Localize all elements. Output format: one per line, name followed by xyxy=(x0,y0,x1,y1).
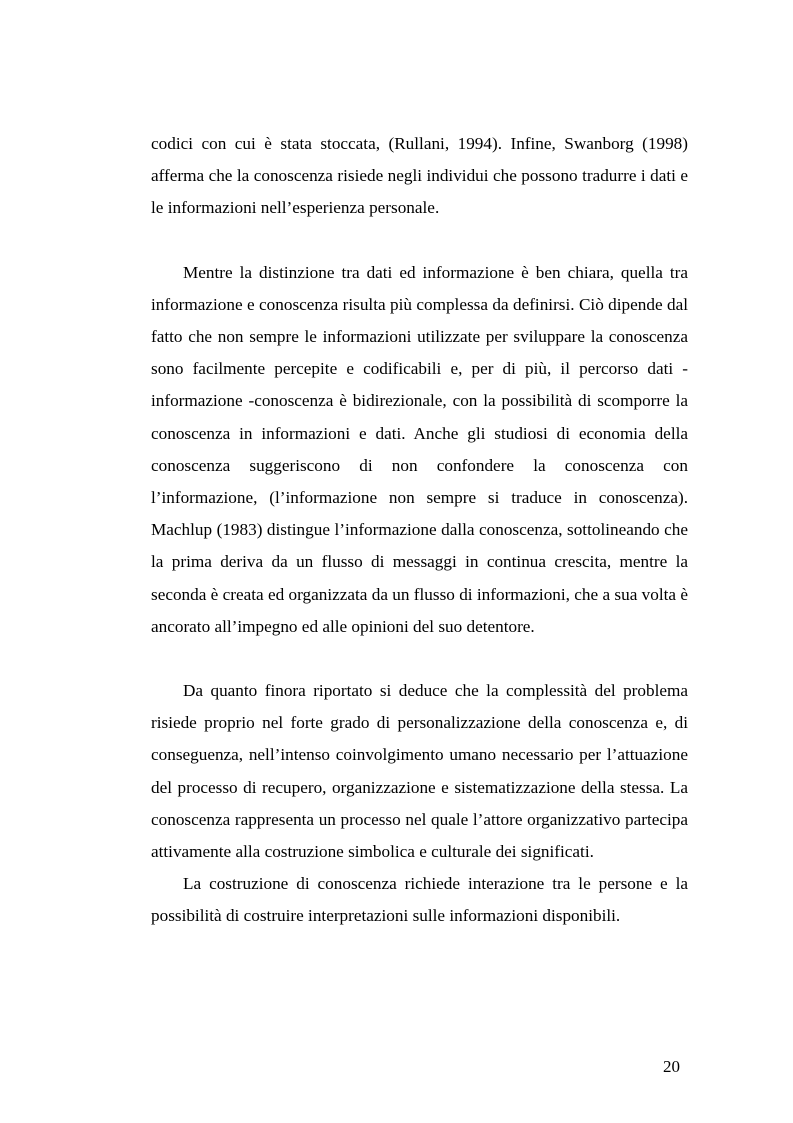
paragraph-continuation: codici con cui è stata stoccata, (Rullani, 1994). Infine, Swanborg (1998) afferma che la conoscenza risiede negli individui che possono tradurre i dati e le informazioni nell’esperienza personale. xyxy=(151,134,688,218)
body-text xyxy=(151,128,688,933)
paragraph-construction: La costruzione di conoscenza richiede interazione tra le persone e la possibilità di costruire interpretazioni sulle informazioni disponibili. xyxy=(151,874,688,926)
paragraph-gap xyxy=(151,643,688,675)
paragraph-complexity: Da quanto finora riportato si deduce che la complessità del problema risiede proprio nel forte grado di personalizzazione della conoscenza e, di conseguenza, nell’intenso coinvolgimento umano necessario per l’attuazione del processo di recupero, organizzazione e sistematizzazione della stessa. La conoscenza rappresenta un processo nel quale l’attore organizzativo partecipa attivamente alla costruzione simbolica e culturale dei significati. xyxy=(151,681,688,862)
paragraph-gap xyxy=(151,225,688,257)
page-number: 20 xyxy=(663,1057,680,1076)
paragraph-distinction: Mentre la distinzione tra dati ed informazione è ben chiara, quella tra informazione e conoscenza risulta più complessa da definirsi. Ciò dipende dal fatto che non sempre le informazioni utilizzate per sviluppare la conoscenza sono facilmente percepite e codificabili e, per di più, il percorso dati -informazione -conoscenza è bidirezionale, con la possibilità di scomporre la conoscenza in informazioni e dati. Anche gli studiosi di economia della conoscenza suggeriscono di non confondere la conoscenza con l’informazione, (l’informazione non sempre si traduce in conoscenza). Machlup (1983) distingue l’informazione dalla conoscenza, sottolineando che la prima deriva da un flusso di messaggi in continua crescita, mentre la seconda è creata ed organizzata da un flusso di informazioni, che a sua volta è ancorato all’impegno ed alle opinioni del suo detentore. xyxy=(151,262,688,636)
